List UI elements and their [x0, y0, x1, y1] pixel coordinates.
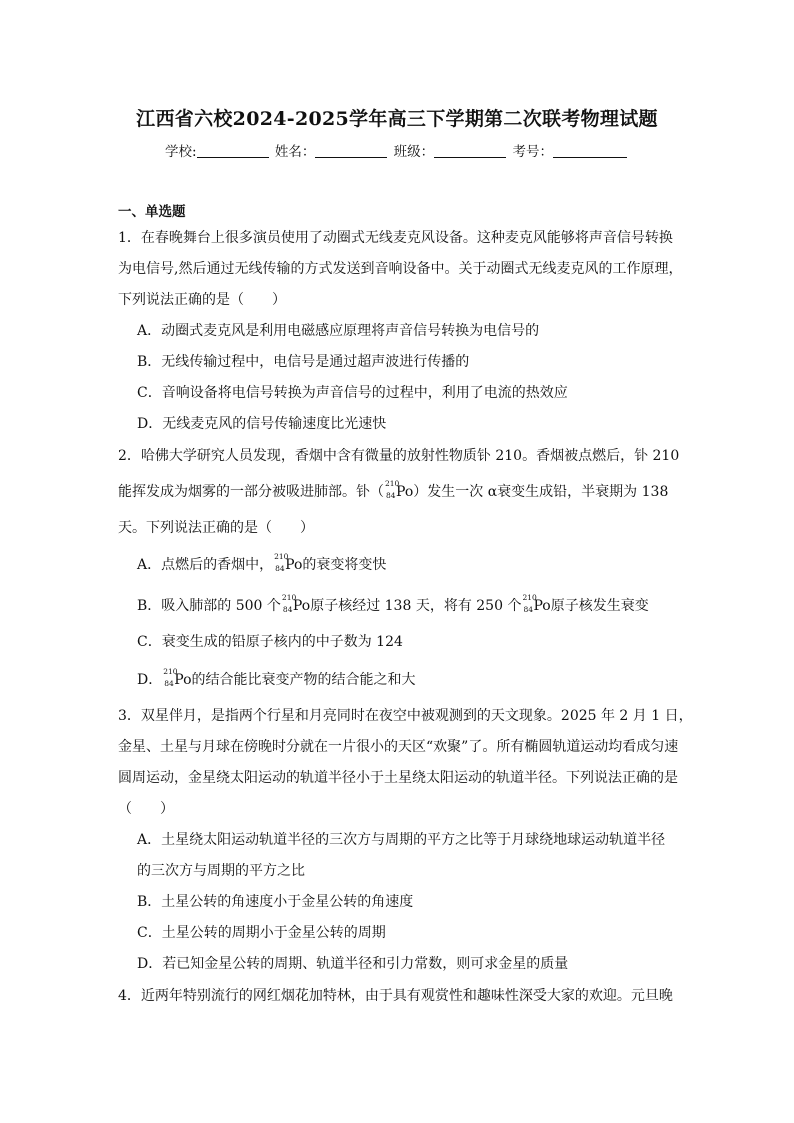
q2-option-d: D． 210 84 Po的结合能比衰变产物的结合能之和大	[137, 667, 416, 688]
q1-option-c: C．音响设备将电信号转换为声音信号的过程中，利用了电流的热效应	[137, 385, 568, 401]
q3-stem-line3: 圆周运动，金星绕太阳运动的轨道半径小于土星绕太阳运动的轨道半径。下列说法正确的是	[118, 770, 678, 786]
class-blank[interactable]	[434, 143, 506, 158]
school-blank[interactable]	[197, 143, 269, 158]
polonium-nuclide: 210 84	[385, 479, 400, 500]
q1-stem-line2: 为电信号,然后通过无线传输的方式发送到音响设备中。关于动圈式无线麦克风的工作原理，	[118, 261, 683, 277]
q3-stem-line1: 3．双星伴月，是指两个行星和月亮同时在夜空中被观测到的天文现象。2025 年 2 月 1 日，	[118, 708, 693, 724]
q1-option-a: A．动圈式麦克风是利用电磁感应原理将声音信号转换为电信号的	[137, 323, 540, 339]
student-info-row	[0, 140, 794, 160]
school-label: 学校:	[165, 144, 197, 160]
name-blank[interactable]	[315, 143, 387, 158]
q2-stem-line2: 能挥发成为烟雾的一部分被吸进肺部。钋（ 210 84 Po）发生一次 α衰变生成铅，半衰期为 138	[118, 479, 669, 500]
q1-option-b: B．无线传输过程中，电信号是通过超声波进行传播的	[137, 354, 470, 370]
polonium-nuclide: 210 84	[274, 552, 289, 573]
q2-option-a: A．点燃后的香烟中， 210 84 Po的衰变将变快	[137, 552, 387, 573]
exam-number-blank[interactable]	[553, 143, 627, 158]
q3-option-c: C．土星公转的周期小于金星公转的周期	[137, 925, 386, 941]
class-label: 班级：	[393, 144, 435, 160]
q1-option-d: D．无线麦克风的信号传输速度比光速快	[137, 416, 387, 432]
q4-stem-line1: 4．近两年特别流行的网红烟花加特林，由于具有观赏性和趣味性深受大家的欢迎。元旦晚	[118, 988, 673, 1004]
q3-option-a-line1: A．土星绕太阳运动轨道半径的三次方与周期的平方之比等于月球绕地球运动轨道半径	[137, 832, 666, 848]
q2-stem-line3: 天。下列说法正确的是（ ）	[118, 520, 314, 536]
q2-option-c: C．衰变生成的铅原子核内的中子数为 124	[137, 634, 403, 650]
q3-option-a-line2: 的三次方与周期的平方之比	[137, 863, 305, 879]
q2-stem-line2-start: 能挥发成为烟雾的一部分被吸进肺部。钋（	[118, 484, 384, 500]
q1-stem-line1: 1．在春晚舞台上很多演员使用了动圈式无线麦克风设备。这种麦克风能够将声音信号转换	[118, 230, 673, 246]
page-title: 江西省六校2024-2025学年高三下学期第二次联考物理试题	[136, 108, 658, 130]
q2-stem-line1: 2．哈佛大学研究人员发现，香烟中含有微量的放射性物质钋 210。香烟被点燃后，钋 210	[118, 448, 680, 464]
section-heading: 一、单选题	[118, 204, 186, 220]
polonium-nuclide: 210 84	[522, 593, 537, 614]
q2-option-b: B．吸入肺部的 500 个 210 84 Po原子核经过 138 天，将有 250 个 210 84 Po原子核发生衰变	[137, 593, 649, 614]
q3-stem-line2: 金星、土星与月球在傍晚时分就在一片很小的天区“欢聚”了。所有椭圆轨道运动均看成匀速	[118, 739, 679, 755]
q3-option-d: D．若已知金星公转的周期、轨道半径和引力常数，则可求金星的质量	[137, 956, 569, 972]
exam-number-label: 考号：	[512, 144, 553, 160]
name-label: 姓名：	[274, 144, 316, 160]
polonium-nuclide: 210 84	[281, 593, 297, 614]
q1-stem-line3: 下列说法正确的是（ ）	[118, 292, 286, 308]
q3-option-b: B．土星公转的角速度小于金星公转的角速度	[137, 894, 414, 910]
q3-stem-line4: （ ）	[118, 801, 174, 817]
q2-stem-line2-end: ）发生一次 α衰变生成铅，半衰期为 138	[413, 484, 669, 500]
polonium-nuclide: 210 84	[163, 667, 178, 688]
